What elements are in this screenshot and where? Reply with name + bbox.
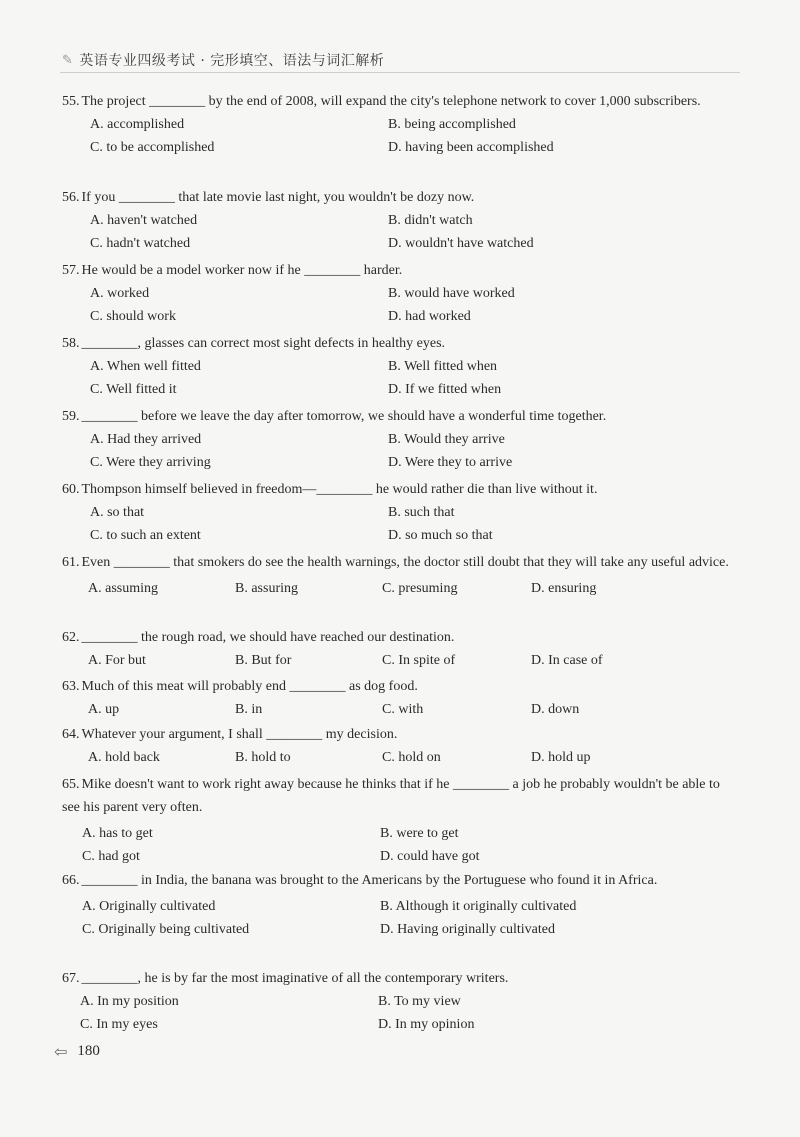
option-c[interactable]: C. to be accomplished bbox=[90, 140, 215, 155]
header-divider bbox=[60, 72, 740, 73]
question-stem: ________ in India, the banana was brought to the Americans by the Portuguese who found it in Africa. bbox=[81, 873, 658, 888]
question-number: 58. bbox=[62, 336, 80, 351]
option-c[interactable]: C. Well fitted it bbox=[90, 382, 177, 397]
question-57 bbox=[62, 259, 732, 328]
option-d[interactable]: D. wouldn't have watched bbox=[388, 236, 534, 251]
question-stem: ________ the rough road, we should have reached our destination. bbox=[81, 630, 455, 645]
question-stem: Much of this meat will probably end ________ as dog food. bbox=[81, 679, 418, 694]
question-stem: Whatever your argument, I shall ________ my decision. bbox=[81, 727, 398, 742]
question-stem: If you ________ that late movie last night, you wouldn't be dozy now. bbox=[81, 190, 475, 205]
question-55 bbox=[62, 90, 732, 159]
question-stem: Mike doesn't want to work right away because he thinks that if he ________ a job he probably wouldn't be able to see his parent very often. bbox=[62, 777, 720, 815]
option-a[interactable]: A. Originally cultivated bbox=[82, 899, 216, 914]
option-b[interactable]: B. hold to bbox=[235, 750, 291, 765]
option-d[interactable]: D. If we fitted when bbox=[388, 382, 502, 397]
option-a[interactable]: A. In my position bbox=[80, 994, 179, 1009]
option-d[interactable]: D. Having originally cultivated bbox=[380, 922, 555, 937]
option-b[interactable]: B. didn't watch bbox=[388, 213, 473, 228]
option-b[interactable]: B. would have worked bbox=[388, 286, 515, 301]
option-b[interactable]: B. Although it originally cultivated bbox=[380, 899, 577, 914]
option-a[interactable]: A. has to get bbox=[82, 826, 153, 841]
header-title: 英语专业四级考试 · 完形填空、语法与词汇解析 bbox=[79, 53, 385, 69]
option-d[interactable]: D. down bbox=[531, 702, 580, 717]
option-d[interactable]: D. Were they to arrive bbox=[388, 455, 513, 470]
option-a[interactable]: A. For but bbox=[88, 653, 146, 668]
option-b[interactable]: B. But for bbox=[235, 653, 292, 668]
option-d[interactable]: D. hold up bbox=[531, 750, 591, 765]
question-stem: ________, he is by far the most imaginative of all the contemporary writers. bbox=[81, 971, 509, 986]
question-number: 66. bbox=[62, 873, 80, 888]
option-c[interactable]: C. In my eyes bbox=[80, 1017, 158, 1032]
question-number: 55. bbox=[62, 94, 80, 109]
feather-icon: ✎ bbox=[62, 52, 74, 68]
question-59 bbox=[62, 405, 732, 474]
option-d[interactable]: D. so much so that bbox=[388, 528, 493, 543]
question-stem: He would be a model worker now if he ________ harder. bbox=[81, 263, 403, 278]
option-b[interactable]: B. To my view bbox=[378, 994, 461, 1009]
page-footer bbox=[54, 1042, 100, 1061]
question-stem: ________, glasses can correct most sight defects in healthy eyes. bbox=[81, 336, 446, 351]
question-61 bbox=[62, 551, 732, 600]
question-stem: Thompson himself believed in freedom—________ he would rather die than live without it. bbox=[81, 482, 598, 497]
question-number: 56. bbox=[62, 190, 80, 205]
question-number: 65. bbox=[62, 777, 80, 792]
question-62 bbox=[62, 626, 732, 672]
option-d[interactable]: D. had worked bbox=[388, 309, 471, 324]
option-c[interactable]: C. with bbox=[382, 702, 424, 717]
option-c[interactable]: C. Were they arriving bbox=[90, 455, 211, 470]
option-a[interactable]: A. Had they arrived bbox=[90, 432, 202, 447]
option-b[interactable]: B. Would they arrive bbox=[388, 432, 505, 447]
question-number: 60. bbox=[62, 482, 80, 497]
question-64 bbox=[62, 723, 732, 769]
question-number: 57. bbox=[62, 263, 80, 278]
arrow-left-icon: ⇦ bbox=[54, 1042, 68, 1061]
option-a[interactable]: A. When well fitted bbox=[90, 359, 201, 374]
option-b[interactable]: B. being accomplished bbox=[388, 117, 516, 132]
option-c[interactable]: C. should work bbox=[90, 309, 176, 324]
option-c[interactable]: C. presuming bbox=[382, 581, 458, 596]
question-number: 59. bbox=[62, 409, 80, 424]
option-b[interactable]: B. such that bbox=[388, 505, 455, 520]
question-number: 64. bbox=[62, 727, 80, 742]
question-58 bbox=[62, 332, 732, 401]
question-65 bbox=[62, 773, 732, 868]
question-stem: ________ before we leave the day after tomorrow, we should have a wonderful time together. bbox=[81, 409, 607, 424]
question-60 bbox=[62, 478, 732, 547]
option-c[interactable]: C. Originally being cultivated bbox=[82, 922, 250, 937]
question-56 bbox=[62, 186, 732, 255]
option-a[interactable]: A. assuming bbox=[88, 581, 158, 596]
option-b[interactable]: B. were to get bbox=[380, 826, 459, 841]
option-d[interactable]: D. ensuring bbox=[531, 581, 597, 596]
option-b[interactable]: B. in bbox=[235, 702, 263, 717]
option-a[interactable]: A. worked bbox=[90, 286, 150, 301]
question-stem: The project ________ by the end of 2008, will expand the city's telephone network to cover 1,000 subscribers. bbox=[81, 94, 701, 109]
option-d[interactable]: D. In my opinion bbox=[378, 1017, 475, 1032]
option-a[interactable]: A. hold back bbox=[88, 750, 160, 765]
question-number: 62. bbox=[62, 630, 80, 645]
option-a[interactable]: A. accomplished bbox=[90, 117, 185, 132]
question-67 bbox=[62, 967, 732, 1036]
option-d[interactable]: D. In case of bbox=[531, 653, 603, 668]
question-number: 61. bbox=[62, 555, 80, 570]
option-d[interactable]: D. could have got bbox=[380, 849, 480, 864]
option-d[interactable]: D. having been accomplished bbox=[388, 140, 554, 155]
option-a[interactable]: A. so that bbox=[90, 505, 145, 520]
option-c[interactable]: C. to such an extent bbox=[90, 528, 201, 543]
option-a[interactable]: A. up bbox=[88, 702, 120, 717]
option-c[interactable]: C. In spite of bbox=[382, 653, 456, 668]
option-b[interactable]: B. Well fitted when bbox=[388, 359, 498, 374]
running-header bbox=[62, 50, 384, 70]
option-c[interactable]: C. hold on bbox=[382, 750, 441, 765]
option-a[interactable]: A. haven't watched bbox=[90, 213, 198, 228]
question-number: 63. bbox=[62, 679, 80, 694]
question-63 bbox=[62, 675, 732, 721]
page-number: 180 bbox=[77, 1043, 100, 1059]
option-c[interactable]: C. hadn't watched bbox=[90, 236, 191, 251]
question-number: 67. bbox=[62, 971, 80, 986]
question-stem: Even ________ that smokers do see the health warnings, the doctor still doubt that they will take any useful advice. bbox=[81, 555, 729, 570]
option-b[interactable]: B. assuring bbox=[235, 581, 298, 596]
option-c[interactable]: C. had got bbox=[82, 849, 140, 864]
question-66 bbox=[62, 869, 732, 941]
